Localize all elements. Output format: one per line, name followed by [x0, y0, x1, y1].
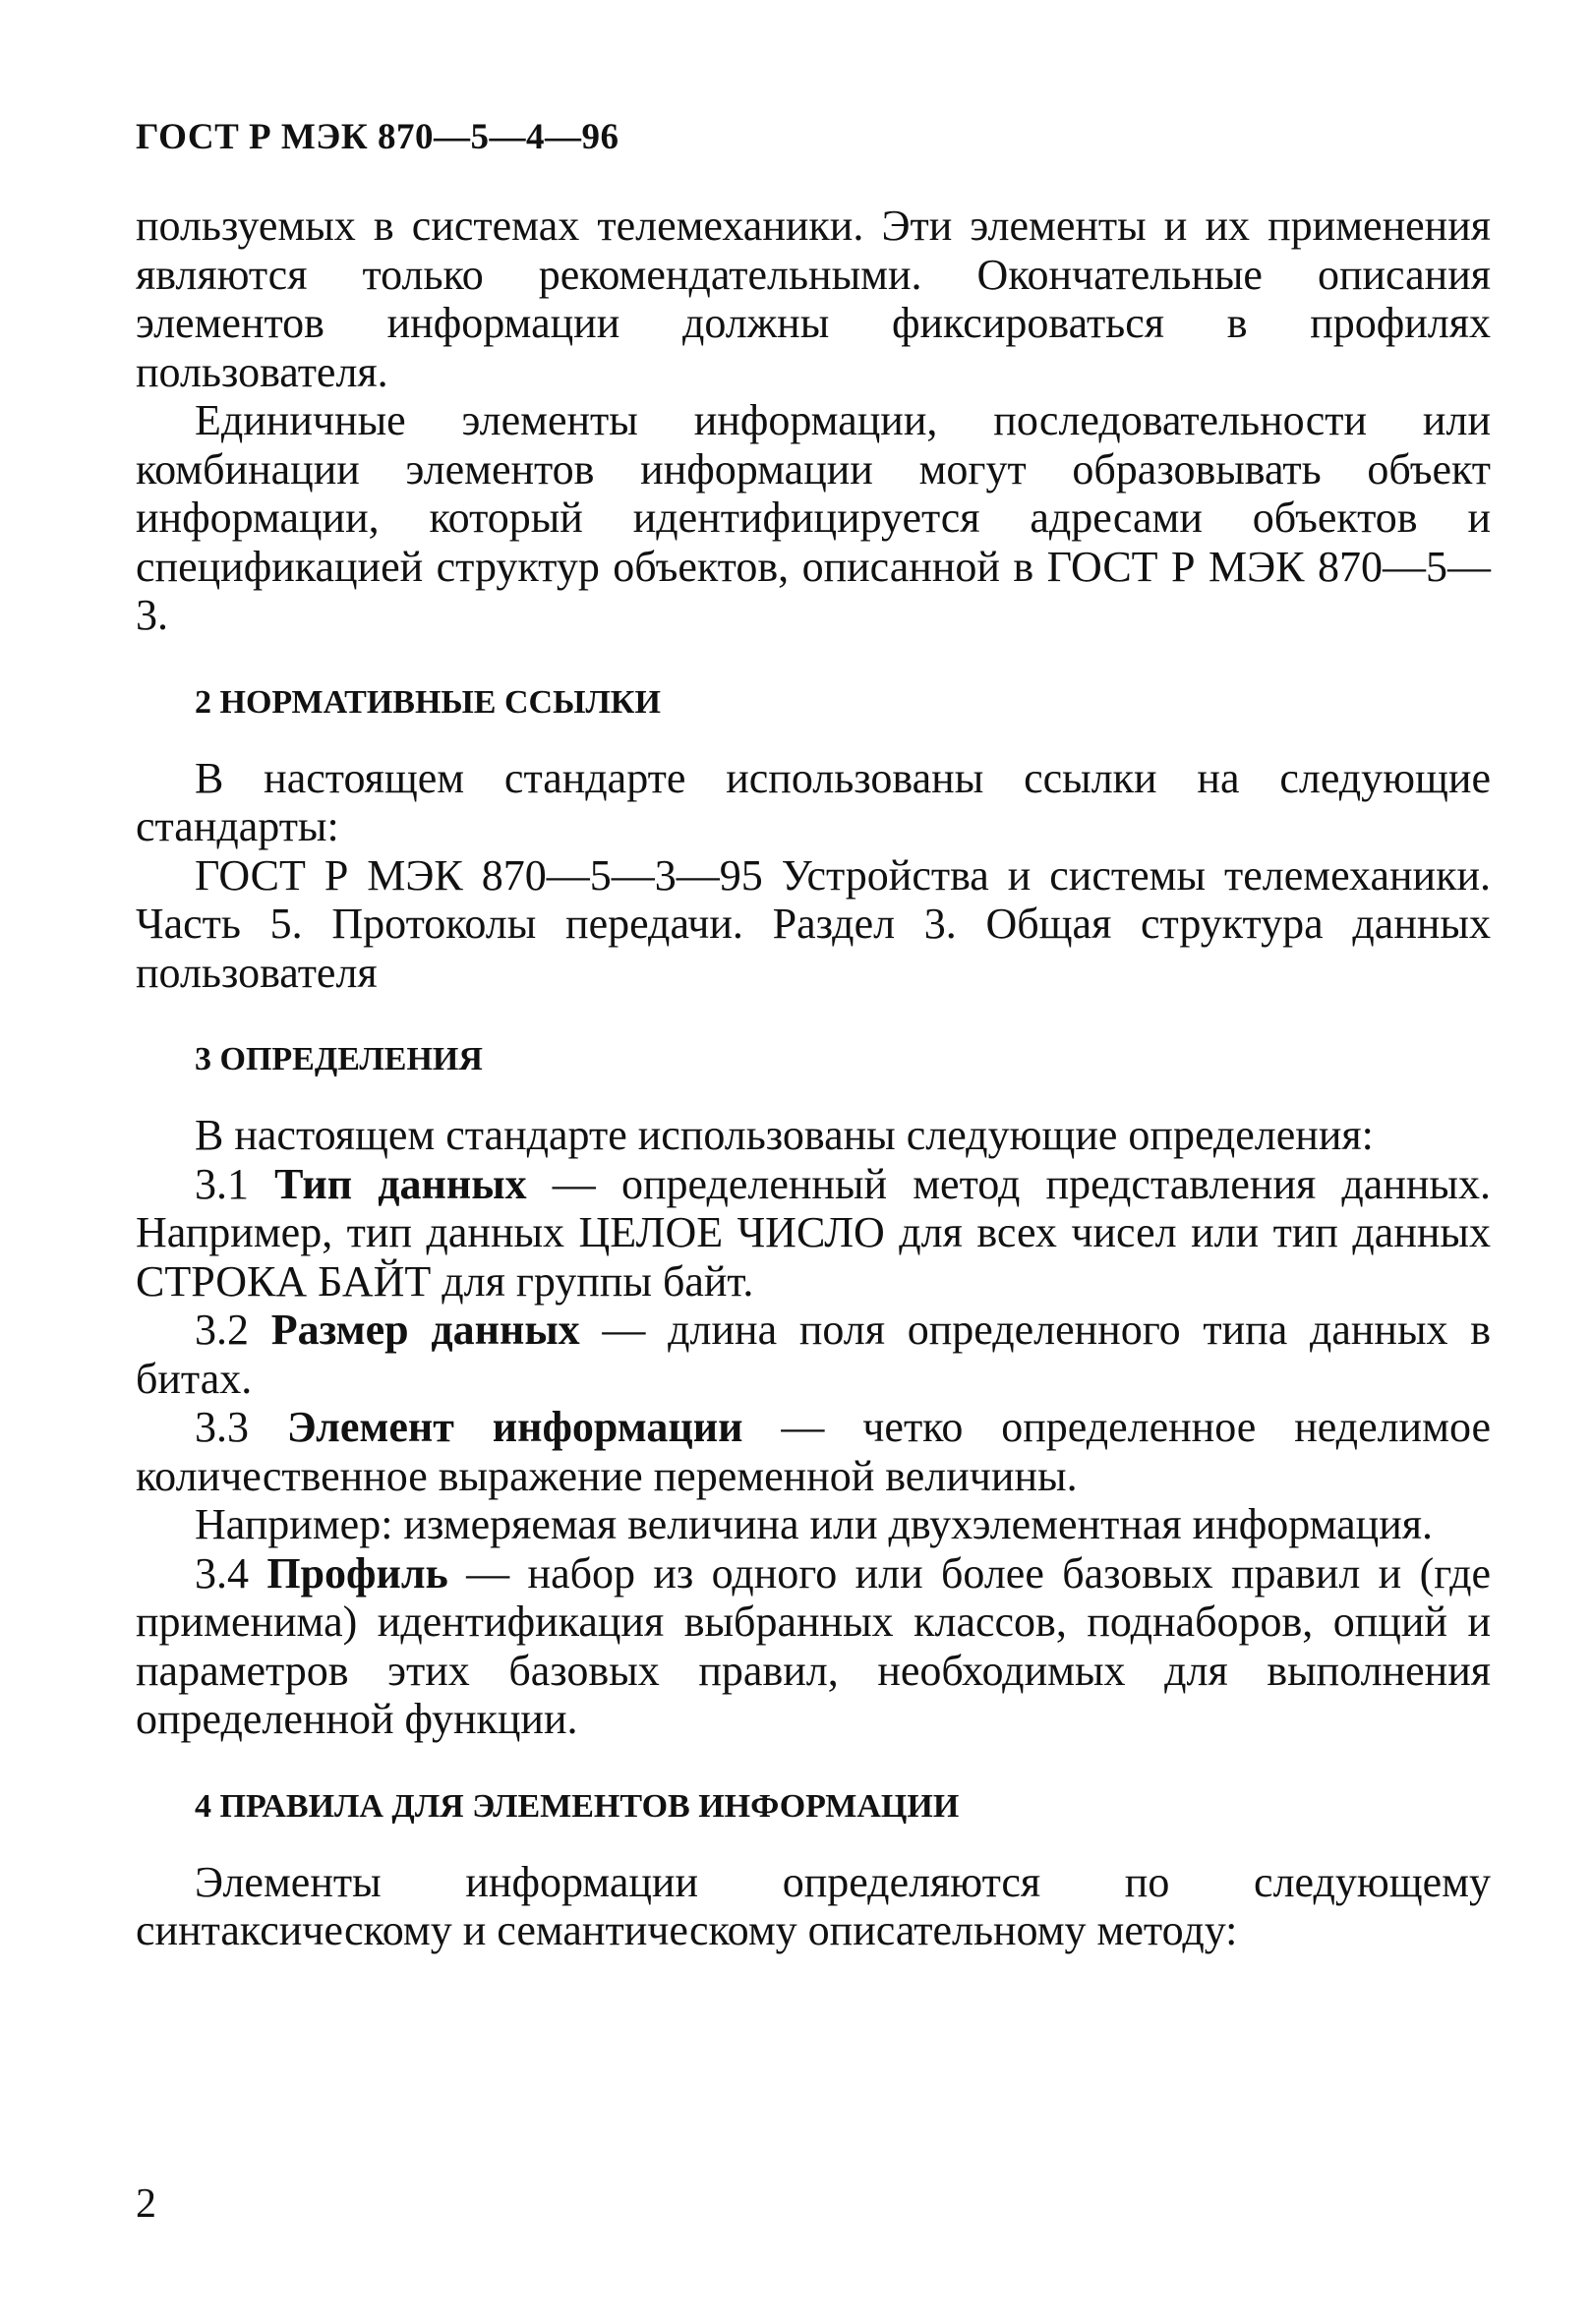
intro-paragraph-1: пользуемых в системах телемеханики. Эти элементы и их применения являются только рекомендательными. Окончательные описания элементов информации должны фиксироваться в профилях пользователя.: [136, 202, 1491, 396]
definition-text: — определенный метод представления данных. Например, тип данных ЦЕЛОЕ ЧИСЛО для всех чисел или тип данных СТРОКА БАЙТ для группы байт.: [136, 1159, 1491, 1306]
intro-paragraph-2: Единичные элементы информации, последовательности или комбинации элементов информации могут образовывать объект информации, который идентифицируется адресами объектов и спецификацией структур объектов, описанной в ГОСТ Р МЭК 870—5—3.: [136, 396, 1491, 639]
definition-number: 3.3: [195, 1403, 249, 1451]
definition-term: Элемент информации: [286, 1403, 743, 1451]
section-2-paragraph-1: В настоящем стандарте использованы ссылки на следующие стандарты:: [136, 753, 1491, 850]
page-number: 2: [136, 2181, 156, 2227]
section-3-heading: 3 ОПРЕДЕЛЕНИЯ: [195, 1041, 483, 1077]
body-text: [136, 202, 1491, 1955]
definition-3-2: [136, 1306, 1491, 1403]
definition-term: Размер данных: [270, 1306, 580, 1354]
running-header: ГОСТ Р МЭК 870—5—4—96: [136, 117, 619, 157]
definition-text: — длина поля определенного типа данных в битах.: [136, 1306, 1492, 1403]
section-4-paragraph-1: Элементы информации определяются по следующему синтаксическому и семантическому описательному методу:: [136, 1857, 1491, 1954]
definition-term: Тип данных: [274, 1159, 527, 1208]
section-4-heading: 4 ПРАВИЛА ДЛЯ ЭЛЕМЕНТОВ ИНФОРМАЦИИ: [195, 1787, 960, 1825]
section-3-intro: В настоящем стандарте использованы следующие определения:: [195, 1111, 1374, 1159]
definition-text: — набор из одного или более базовых правил и (где применима) идентификация выбранных классов, поднаборов, опций и параметров этих базовых правил, необходимых для выполнения определенной функции.: [136, 1548, 1491, 1743]
definition-number: 3.4: [195, 1548, 249, 1598]
definition-3-3: [136, 1403, 1491, 1500]
definition-number: 3.2: [195, 1306, 249, 1354]
definition-text: — четко определенное неделимое количественное выражение переменной величины.: [136, 1403, 1492, 1500]
section-2-paragraph-2: ГОСТ Р МЭК 870—5—3—95 Устройства и системы телемеханики. Часть 5. Протоколы передачи. Раздел 3. Общая структура данных пользователя: [136, 850, 1491, 997]
definition-3-4: [136, 1549, 1491, 1744]
definition-term: Профиль: [266, 1548, 448, 1598]
definition-number: 3.1: [195, 1159, 249, 1208]
section-2-heading: 2 НОРМАТИВНЫЕ ССЫЛКИ: [195, 683, 661, 721]
definition-3-1: [136, 1160, 1491, 1307]
definition-example: Например: измеряемая величина или двухэлементная информация.: [195, 1500, 1433, 1548]
